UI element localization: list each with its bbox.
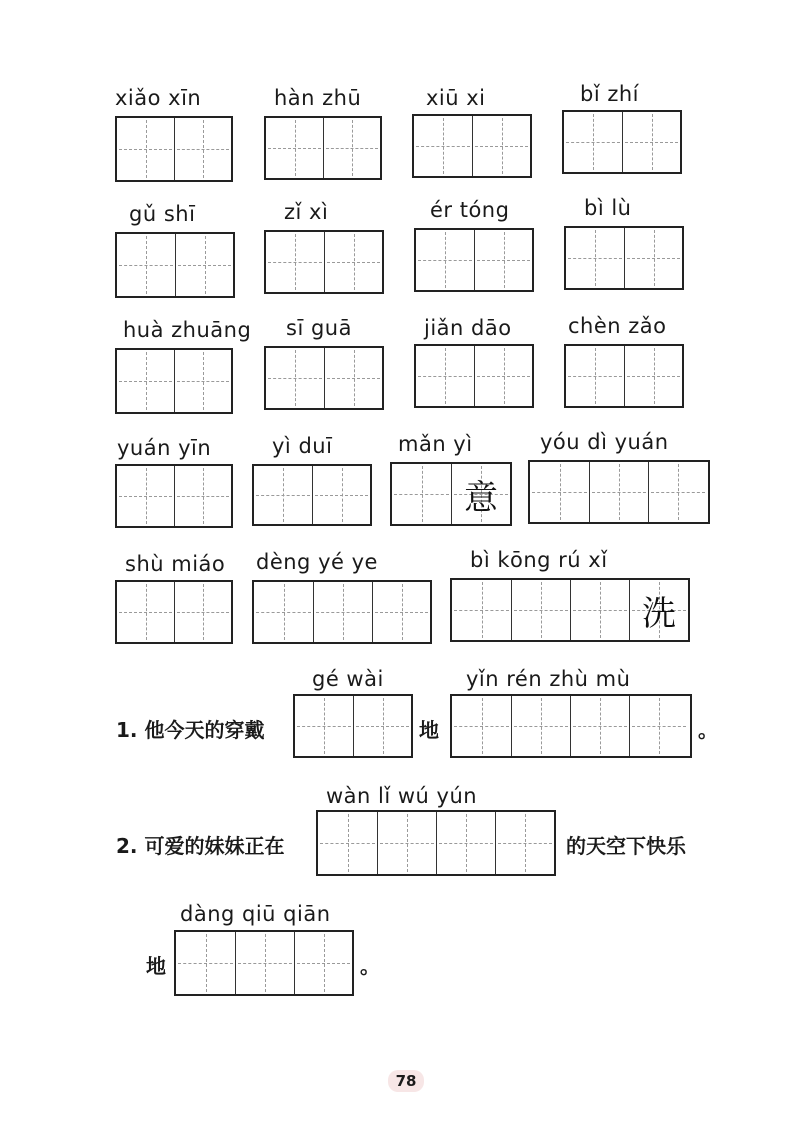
tianzige-grid[interactable] — [264, 116, 382, 180]
tianzige-grid[interactable] — [564, 226, 684, 290]
pinyin-label: chèn zǎo — [568, 314, 667, 338]
writing-cell[interactable] — [511, 696, 570, 756]
writing-cell[interactable] — [452, 580, 511, 640]
writing-cell[interactable] — [566, 346, 624, 406]
writing-cell[interactable] — [474, 230, 532, 290]
writing-cell[interactable] — [266, 118, 323, 178]
pinyin-label: dèng yé ye — [256, 550, 378, 574]
writing-cell[interactable] — [174, 582, 231, 642]
writing-cell[interactable] — [511, 580, 570, 640]
writing-cell[interactable] — [312, 466, 370, 524]
sentence2-prefix: 2. 可爱的妹妹正在 — [116, 834, 285, 858]
writing-cell[interactable] — [622, 112, 680, 172]
writing-cell[interactable] — [174, 350, 231, 412]
writing-cell[interactable] — [318, 812, 377, 874]
pinyin-label: jiǎn dāo — [424, 316, 512, 340]
pinyin-label: ér tóng — [430, 198, 510, 222]
tianzige-grid[interactable] — [414, 228, 534, 292]
tianzige-grid[interactable] — [562, 110, 682, 174]
pinyin-label: yì duī — [272, 434, 333, 458]
writing-cell[interactable] — [472, 116, 530, 176]
writing-cell[interactable] — [295, 696, 353, 756]
pinyin-label: sī guā — [286, 316, 352, 340]
pinyin-label: yóu dì yuán — [540, 430, 669, 454]
writing-cell[interactable] — [254, 582, 313, 642]
writing-cell[interactable] — [414, 116, 472, 176]
tianzige-grid[interactable] — [115, 464, 233, 528]
writing-cell[interactable] — [117, 582, 174, 642]
writing-cell[interactable] — [416, 230, 474, 290]
writing-cell[interactable] — [174, 466, 231, 526]
writing-cell[interactable] — [235, 932, 294, 994]
tianzige-grid[interactable] — [390, 462, 512, 526]
pinyin-label: gǔ shī — [129, 202, 196, 226]
writing-cell[interactable] — [324, 232, 382, 292]
tianzige-grid[interactable] — [252, 580, 432, 644]
writing-cell[interactable] — [176, 932, 235, 994]
tianzige-grid[interactable] — [174, 930, 354, 996]
writing-cell[interactable] — [266, 348, 324, 408]
writing-cell[interactable] — [372, 582, 430, 642]
pinyin-label: xiǎo xīn — [115, 86, 202, 110]
writing-cell[interactable] — [451, 464, 510, 524]
pinyin-label: shù miáo — [125, 552, 226, 576]
writing-cell[interactable] — [566, 228, 624, 288]
pinyin-label: yuán yīn — [117, 436, 212, 460]
tianzige-grid[interactable] — [528, 460, 710, 524]
sentence2-middle: 的天空下快乐 — [566, 834, 686, 858]
pinyin-label: huà zhuāng — [123, 318, 252, 342]
pinyin-label: mǎn yì — [398, 432, 473, 456]
tianzige-grid[interactable] — [115, 232, 235, 298]
writing-cell[interactable] — [629, 696, 688, 756]
writing-cell[interactable] — [564, 112, 622, 172]
sentence2-pinyin-b: dàng qiū qiān — [180, 902, 331, 926]
writing-cell[interactable] — [323, 118, 380, 178]
writing-cell[interactable] — [117, 234, 175, 296]
printed-character: 洗 — [642, 593, 676, 634]
writing-cell[interactable] — [570, 580, 629, 640]
writing-cell[interactable] — [294, 932, 352, 994]
tianzige-grid[interactable] — [264, 346, 384, 410]
sentence1-prefix: 1. 他今天的穿戴 — [116, 718, 265, 742]
tianzige-grid[interactable] — [316, 810, 556, 876]
tianzige-grid[interactable] — [450, 694, 692, 758]
pinyin-label: bì kōng rú xǐ — [470, 548, 608, 572]
writing-cell[interactable] — [495, 812, 554, 874]
sentence2-line2-prefix: 地 — [146, 954, 166, 978]
sentence2-suffix: 。 — [360, 954, 380, 978]
tianzige-grid[interactable] — [115, 116, 233, 182]
tianzige-grid[interactable] — [412, 114, 532, 178]
writing-cell[interactable] — [392, 464, 451, 524]
writing-cell[interactable] — [570, 696, 629, 756]
sentence1-middle: 地 — [419, 718, 439, 742]
tianzige-grid[interactable] — [293, 694, 413, 758]
writing-cell[interactable] — [175, 234, 233, 296]
writing-cell[interactable] — [416, 346, 474, 406]
sentence1-pinyin-b: yǐn rén zhù mù — [466, 667, 631, 691]
writing-cell[interactable] — [313, 582, 372, 642]
pinyin-label: zǐ xì — [284, 200, 329, 224]
writing-cell[interactable] — [629, 580, 688, 640]
pinyin-label: hàn zhū — [274, 86, 362, 110]
pinyin-label: xiū xi — [426, 86, 486, 110]
sentence1-suffix: 。 — [698, 718, 718, 742]
tianzige-grid[interactable] — [115, 580, 233, 644]
writing-cell[interactable] — [174, 118, 231, 180]
tianzige-grid[interactable] — [414, 344, 534, 408]
sentence2-pinyin-a: wàn lǐ wú yún — [326, 784, 478, 808]
writing-cell[interactable] — [266, 232, 324, 292]
writing-cell[interactable] — [117, 118, 174, 180]
writing-cell[interactable] — [589, 462, 648, 522]
pinyin-label: bǐ zhí — [580, 82, 640, 106]
tianzige-grid[interactable] — [264, 230, 384, 294]
tianzige-grid[interactable] — [450, 578, 690, 642]
writing-cell[interactable] — [530, 462, 589, 522]
writing-cell[interactable] — [117, 466, 174, 526]
writing-cell[interactable] — [324, 348, 382, 408]
sentence1-pinyin-a: gé wài — [312, 667, 384, 691]
writing-cell[interactable] — [624, 346, 682, 406]
printed-character: 意 — [464, 477, 498, 518]
writing-cell[interactable] — [377, 812, 436, 874]
writing-cell[interactable] — [436, 812, 495, 874]
writing-cell[interactable] — [254, 466, 312, 524]
writing-cell[interactable] — [353, 696, 411, 756]
writing-cell[interactable] — [624, 228, 682, 288]
tianzige-grid[interactable] — [252, 464, 372, 526]
tianzige-grid[interactable] — [115, 348, 233, 414]
pinyin-label: bì lù — [584, 196, 632, 220]
page-number: 78 — [388, 1070, 424, 1092]
tianzige-grid[interactable] — [564, 344, 684, 408]
writing-cell[interactable] — [117, 350, 174, 412]
writing-cell[interactable] — [474, 346, 532, 406]
writing-cell[interactable] — [452, 696, 511, 756]
writing-cell[interactable] — [648, 462, 707, 522]
